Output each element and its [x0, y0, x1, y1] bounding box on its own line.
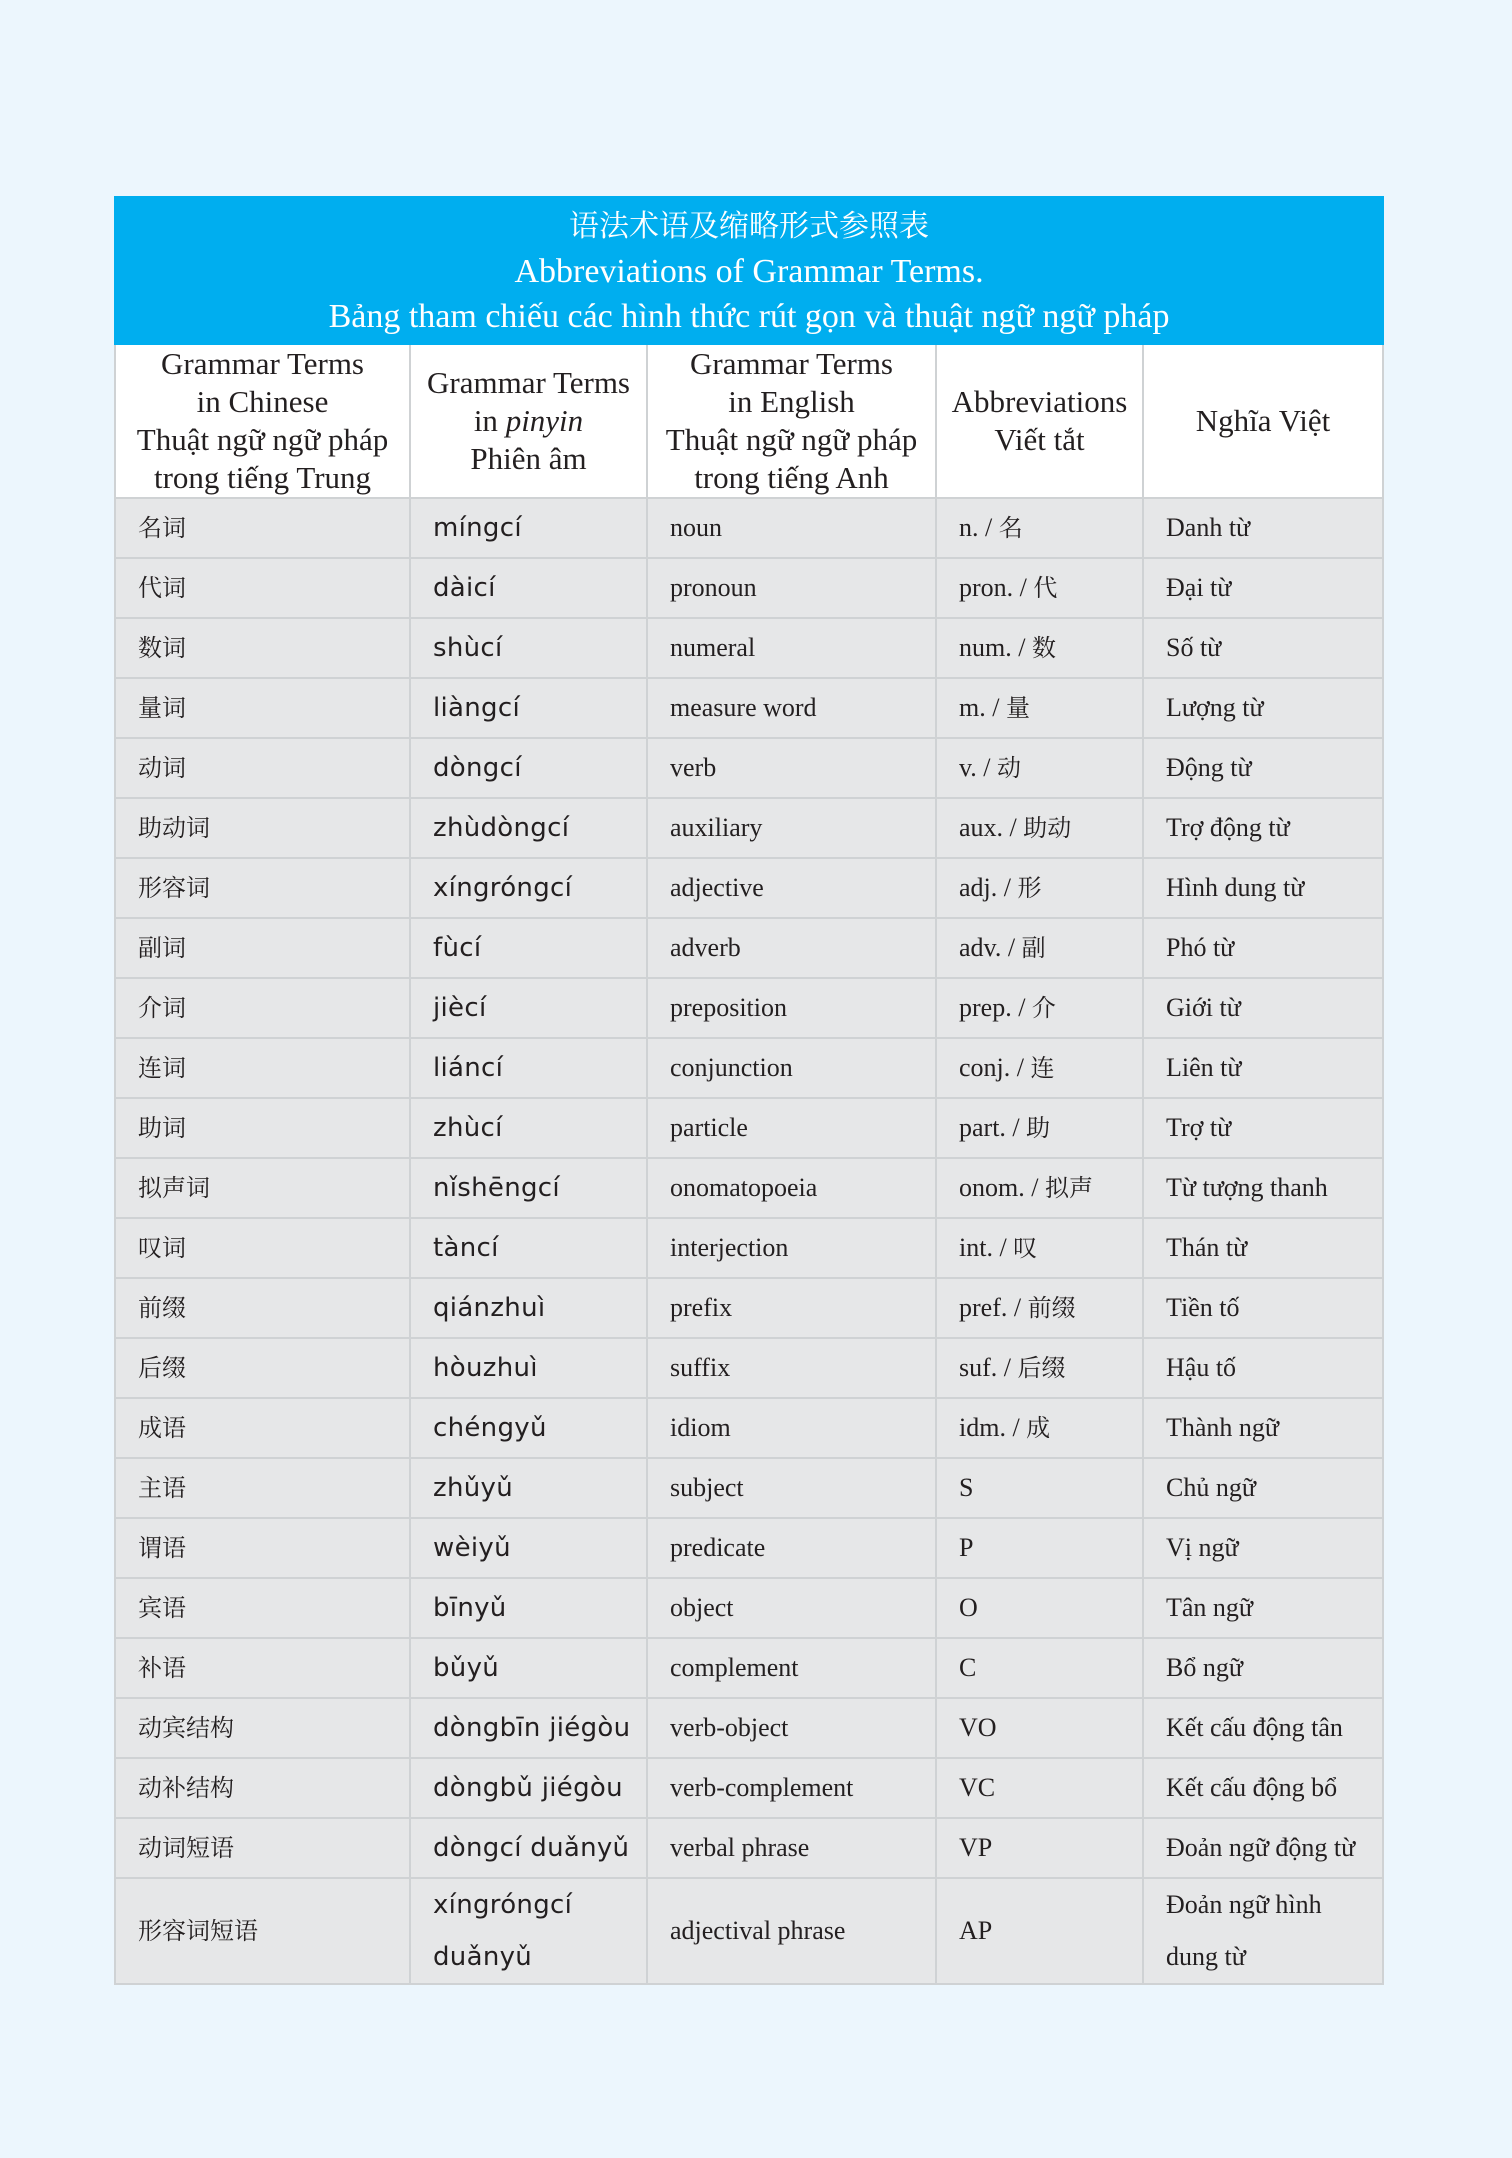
cell-chinese: 连词: [115, 1038, 410, 1098]
cell-pinyin: dòngcí: [410, 738, 647, 798]
header-line: trong tiếng Trung: [153, 460, 372, 495]
cell-chinese: 副词: [115, 918, 410, 978]
header-line: [413, 402, 644, 440]
cell-abbreviation: [936, 918, 1143, 978]
cell-chinese: 谓语: [115, 1518, 410, 1578]
table-title: [115, 197, 1383, 344]
cell-chinese: 名词: [115, 498, 410, 558]
header-line: trong tiếng Anh: [694, 460, 889, 495]
abbreviation-latin: suf. /: [959, 1353, 1018, 1382]
cell-english: auxiliary: [647, 798, 936, 858]
header-line: Grammar Terms: [427, 365, 630, 400]
cell-pinyin: shùcí: [410, 618, 647, 678]
abbreviation-chinese: 副: [1021, 934, 1046, 962]
cell-abbreviation: [936, 1398, 1143, 1458]
abbreviation-latin: conj. /: [959, 1053, 1031, 1082]
table-row: [115, 858, 1383, 918]
table-row: [115, 978, 1383, 1038]
table-row: [115, 618, 1383, 678]
cell-abbreviation: [936, 1758, 1143, 1818]
title-vietnamese: Bảng tham chiếu các hình thức rút gọn và thuật ngữ ngữ pháp: [328, 298, 1170, 335]
abbreviation-latin: pref. /: [959, 1293, 1028, 1322]
cell-abbreviation: [936, 678, 1143, 738]
table-row: [115, 1398, 1383, 1458]
cell-line: xíngróngcí: [433, 1890, 573, 1920]
abbreviation-chinese: 助动: [1023, 814, 1072, 842]
cell-pinyin: qiánzhuì: [410, 1278, 647, 1338]
cell-english: onomatopoeia: [647, 1158, 936, 1218]
table-row: [115, 918, 1383, 978]
cell-pinyin: fùcí: [410, 918, 647, 978]
abbreviation-latin: idm. /: [959, 1413, 1027, 1442]
cell-chinese: 成语: [115, 1398, 410, 1458]
abbreviation-chinese: 叹: [1013, 1234, 1038, 1262]
abbreviation-chinese: 动: [997, 754, 1022, 782]
table-body: [115, 498, 1383, 1984]
abbreviation-latin: n. /: [959, 513, 999, 542]
cell-pinyin: zhùcí: [410, 1098, 647, 1158]
cell-chinese: 后缀: [115, 1338, 410, 1398]
cell-chinese: 代词: [115, 558, 410, 618]
cell-vietnamese: Lượng từ: [1143, 678, 1383, 738]
abbreviation-latin: adj. /: [959, 873, 1018, 902]
cell-pinyin: xíngróngcí: [410, 858, 647, 918]
cell-vietnamese: Kết cấu động tân: [1143, 1698, 1383, 1758]
cell-chinese: 数词: [115, 618, 410, 678]
cell-chinese: 主语: [115, 1458, 410, 1518]
cell-vietnamese: Tiền tố: [1143, 1278, 1383, 1338]
cell-english: adverb: [647, 918, 936, 978]
abbreviation-chinese: 后缀: [1017, 1354, 1066, 1382]
cell-abbreviation: [936, 1278, 1143, 1338]
cell-vietnamese: Liên từ: [1143, 1038, 1383, 1098]
table-row: [115, 1158, 1383, 1218]
cell-pinyin: nǐshēngcí: [410, 1158, 647, 1218]
table-row: [115, 498, 1383, 558]
abbreviation-chinese: 拟声: [1044, 1174, 1093, 1202]
cell-english: suffix: [647, 1338, 936, 1398]
cell-abbreviation: [936, 1218, 1143, 1278]
cell-chinese: 动补结构: [115, 1758, 410, 1818]
cell-pinyin: zhùdòngcí: [410, 798, 647, 858]
table-row: [115, 1278, 1383, 1338]
cell-pinyin: zhǔyǔ: [410, 1458, 647, 1518]
cell-chinese: 介词: [115, 978, 410, 1038]
cell-vietnamese: Thán từ: [1143, 1218, 1383, 1278]
header-line: Nghĩa Việt: [1195, 403, 1331, 438]
cell-chinese: 助动词: [115, 798, 410, 858]
header-line: Thuật ngữ ngữ pháp: [136, 422, 389, 457]
header-line: Grammar Terms: [161, 346, 364, 381]
cell-abbreviation: [936, 1458, 1143, 1518]
abbreviation-latin: adv. /: [959, 933, 1022, 962]
abbreviation-latin: C: [959, 1653, 977, 1682]
abbreviation-chinese: 数: [1031, 634, 1056, 662]
header-pinyin: [410, 344, 647, 498]
abbreviation-chinese: 连: [1030, 1054, 1055, 1082]
abbreviation-latin: P: [959, 1533, 974, 1562]
cell-chinese: 叹词: [115, 1218, 410, 1278]
abbreviation-chinese: 介: [1031, 994, 1056, 1022]
table-row: [115, 1338, 1383, 1398]
abbreviation-latin: m. /: [959, 693, 1006, 722]
table-row: [115, 1638, 1383, 1698]
cell-abbreviation: [936, 858, 1143, 918]
table-row: [115, 798, 1383, 858]
cell-vietnamese: Vị ngữ: [1143, 1518, 1383, 1578]
cell-abbreviation: [936, 1578, 1143, 1638]
header-italic-text: pinyin: [505, 403, 584, 438]
cell-vietnamese: Hậu tố: [1143, 1338, 1383, 1398]
cell-pinyin: chéngyǔ: [410, 1398, 647, 1458]
abbreviation-latin: VO: [959, 1713, 997, 1742]
header-line: Viết tắt: [994, 422, 1085, 457]
cell-english: subject: [647, 1458, 936, 1518]
abbreviation-latin: VP: [959, 1833, 993, 1862]
cell-chinese: 助词: [115, 1098, 410, 1158]
cell-vietnamese: Thành ngữ: [1143, 1398, 1383, 1458]
cell-vietnamese: Bổ ngữ: [1143, 1638, 1383, 1698]
cell-vietnamese: [1143, 1878, 1383, 1984]
abbreviation-chinese: 量: [1005, 694, 1030, 722]
cell-vietnamese: Động từ: [1143, 738, 1383, 798]
cell-english: verbal phrase: [647, 1818, 936, 1878]
cell-pinyin: bīnyǔ: [410, 1578, 647, 1638]
cell-english: verb: [647, 738, 936, 798]
header-text: in: [473, 403, 506, 438]
cell-vietnamese: Phó từ: [1143, 918, 1383, 978]
cell-abbreviation: AP: [936, 1878, 1143, 1984]
cell-chinese: 拟声词: [115, 1158, 410, 1218]
cell-pinyin: dàicí: [410, 558, 647, 618]
cell-chinese: 补语: [115, 1638, 410, 1698]
table-row: [115, 558, 1383, 618]
table-row: [115, 1518, 1383, 1578]
table-row: [115, 1758, 1383, 1818]
table-row: [115, 738, 1383, 798]
table-row: [115, 1458, 1383, 1518]
title-english: Abbreviations of Grammar Terms.: [514, 253, 984, 290]
abbreviation-latin: int. /: [959, 1233, 1014, 1262]
table-row-last: [115, 1878, 1383, 1984]
table-row: [115, 1698, 1383, 1758]
table-row: [115, 1038, 1383, 1098]
cell-english: adjectival phrase: [647, 1878, 936, 1984]
cell-vietnamese: Chủ ngữ: [1143, 1458, 1383, 1518]
abbreviation-latin: pron. /: [959, 573, 1034, 602]
cell-english: numeral: [647, 618, 936, 678]
cell-abbreviation: [936, 1818, 1143, 1878]
header-line: Abbreviations: [951, 384, 1128, 419]
cell-abbreviation: [936, 798, 1143, 858]
cell-english: measure word: [647, 678, 936, 738]
abbreviation-latin: VC: [959, 1773, 996, 1802]
cell-vietnamese: Danh từ: [1143, 498, 1383, 558]
cell-chinese: 形容词: [115, 858, 410, 918]
cell-chinese: 前缀: [115, 1278, 410, 1338]
header-line: in Chinese: [196, 384, 329, 419]
cell-english: adjective: [647, 858, 936, 918]
abbreviation-latin: S: [959, 1473, 974, 1502]
cell-abbreviation: [936, 498, 1143, 558]
cell-english: interjection: [647, 1218, 936, 1278]
cell-pinyin: wèiyǔ: [410, 1518, 647, 1578]
cell-vietnamese: Đại từ: [1143, 558, 1383, 618]
table-row: [115, 1098, 1383, 1158]
cell-english: particle: [647, 1098, 936, 1158]
cell-chinese: 动词短语: [115, 1818, 410, 1878]
cell-pinyin: liàngcí: [410, 678, 647, 738]
header-chinese: [115, 344, 410, 498]
cell-english: idiom: [647, 1398, 936, 1458]
abbreviation-latin: v. /: [959, 753, 998, 782]
table-row: [115, 678, 1383, 738]
grammar-terms-table: [114, 196, 1384, 1985]
cell-abbreviation: [936, 1098, 1143, 1158]
cell-pinyin: bǔyǔ: [410, 1638, 647, 1698]
abbreviation-latin: O: [959, 1593, 978, 1622]
cell-vietnamese: Trợ động từ: [1143, 798, 1383, 858]
cell-english: conjunction: [647, 1038, 936, 1098]
cell-abbreviation: [936, 738, 1143, 798]
cell-vietnamese: Tân ngữ: [1143, 1578, 1383, 1638]
cell-pinyin: hòuzhuì: [410, 1338, 647, 1398]
header-vietnamese: [1143, 344, 1383, 498]
cell-line: dung từ: [1166, 1942, 1246, 1971]
cell-english: pronoun: [647, 558, 936, 618]
abbreviation-latin: part. /: [959, 1113, 1027, 1142]
abbreviation-latin: aux. /: [959, 813, 1024, 842]
abbreviation-chinese: 成: [1026, 1414, 1051, 1442]
cell-english: noun: [647, 498, 936, 558]
cell-abbreviation: [936, 1338, 1143, 1398]
cell-english: verb-complement: [647, 1758, 936, 1818]
cell-pinyin: dòngbīn jiégòu: [410, 1698, 647, 1758]
header-abbreviations: [936, 344, 1143, 498]
header-line: in English: [728, 384, 855, 419]
cell-english: object: [647, 1578, 936, 1638]
abbreviation-latin: prep. /: [959, 993, 1032, 1022]
header-line: Thuật ngữ ngữ pháp: [665, 422, 918, 457]
cell-abbreviation: [936, 618, 1143, 678]
cell-pinyin: [410, 1878, 647, 1984]
cell-chinese: 形容词短语: [115, 1878, 410, 1984]
cell-pinyin: dòngcí duǎnyǔ: [410, 1818, 647, 1878]
title-chinese: 语法术语及缩略形式参照表: [569, 209, 930, 244]
cell-chinese: 动宾结构: [115, 1698, 410, 1758]
cell-abbreviation: [936, 1698, 1143, 1758]
cell-english: predicate: [647, 1518, 936, 1578]
cell-vietnamese: Hình dung từ: [1143, 858, 1383, 918]
cell-pinyin: míngcí: [410, 498, 647, 558]
cell-abbreviation: [936, 978, 1143, 1038]
header-english: [647, 344, 936, 498]
abbreviation-chinese: 前缀: [1027, 1294, 1076, 1322]
cell-abbreviation: [936, 1158, 1143, 1218]
cell-english: prefix: [647, 1278, 936, 1338]
cell-chinese: 宾语: [115, 1578, 410, 1638]
cell-pinyin: jiècí: [410, 978, 647, 1038]
cell-english: verb-object: [647, 1698, 936, 1758]
cell-line: duǎnyǔ: [433, 1942, 533, 1972]
cell-vietnamese: Trợ từ: [1143, 1098, 1383, 1158]
cell-chinese: 动词: [115, 738, 410, 798]
header-line: Phiên âm: [470, 441, 587, 476]
cell-abbreviation: [936, 1518, 1143, 1578]
cell-vietnamese: Đoản ngữ động từ: [1143, 1818, 1383, 1878]
cell-pinyin: liáncí: [410, 1038, 647, 1098]
column-header-row: [115, 344, 1383, 498]
cell-pinyin: dòngbǔ jiégòu: [410, 1758, 647, 1818]
cell-vietnamese: Số từ: [1143, 618, 1383, 678]
abbreviation-chinese: 名: [998, 514, 1023, 542]
header-line: Grammar Terms: [690, 346, 893, 381]
cell-abbreviation: [936, 558, 1143, 618]
cell-chinese: 量词: [115, 678, 410, 738]
cell-pinyin: tàncí: [410, 1218, 647, 1278]
cell-abbreviation: [936, 1038, 1143, 1098]
cell-english: preposition: [647, 978, 936, 1038]
abbreviation-chinese: 代: [1033, 574, 1058, 602]
abbreviation-chinese: 形: [1017, 874, 1042, 902]
abbreviation-latin: num. /: [959, 633, 1032, 662]
cell-vietnamese: Kết cấu động bổ: [1143, 1758, 1383, 1818]
cell-line: Đoản ngữ hình: [1166, 1890, 1322, 1919]
title-row: [115, 197, 1383, 344]
cell-abbreviation: [936, 1638, 1143, 1698]
table-row: [115, 1218, 1383, 1278]
table-row: [115, 1578, 1383, 1638]
abbreviation-chinese: 助: [1026, 1114, 1051, 1142]
abbreviation-latin: onom. /: [959, 1173, 1045, 1202]
cell-english: complement: [647, 1638, 936, 1698]
cell-vietnamese: Từ tượng thanh: [1143, 1158, 1383, 1218]
cell-vietnamese: Giới từ: [1143, 978, 1383, 1038]
table-row: [115, 1818, 1383, 1878]
